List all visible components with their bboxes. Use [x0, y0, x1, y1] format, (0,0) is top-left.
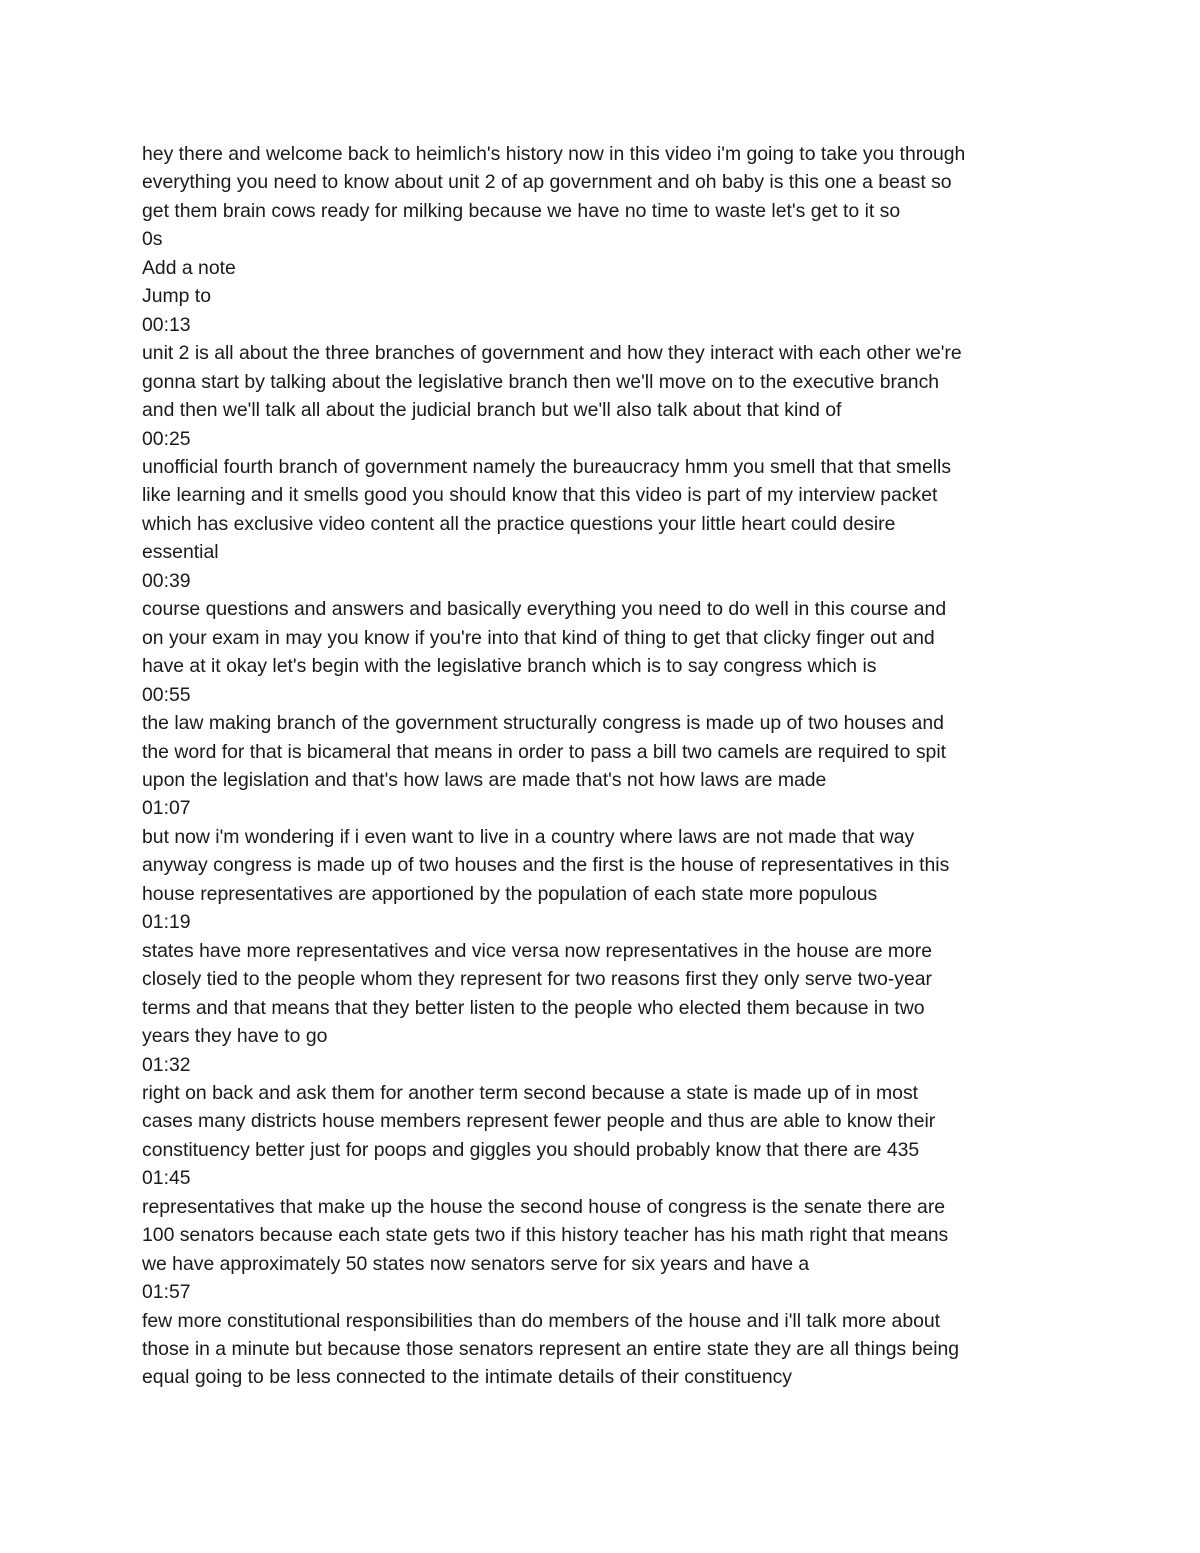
timestamp-link[interactable]: 0s [142, 228, 163, 251]
transcript-line: unofficial fourth branch of government namely the bureaucracy hmm you smell that that smells [142, 455, 952, 478]
transcript-line: 100 senators because each state gets two if this history teacher has his math right that means [142, 1224, 949, 1247]
transcript-line: constituency better just for poops and giggles you should probably know that there are 435 [142, 1138, 920, 1161]
transcript-line: have at it okay let's begin with the legislative branch which is to say congress which is [142, 655, 877, 678]
transcript-line: cases many districts house members represent fewer people and thus are able to know their [142, 1110, 936, 1133]
timestamp-link[interactable]: 01:45 [142, 1167, 191, 1190]
transcript-line: right on back and ask them for another term second because a state is made up of in most [142, 1081, 919, 1104]
timestamp-link[interactable]: 00:13 [142, 313, 191, 336]
transcript-line: terms and that means that they better listen to the people who elected them because in two [142, 996, 925, 1019]
transcript-line: states have more representatives and vice versa now representatives in the house are more [142, 939, 933, 962]
transcript-line: equal going to be less connected to the intimate details of their constituency [142, 1366, 792, 1389]
timestamp-link[interactable]: 00:55 [142, 683, 191, 706]
transcript-line: essential [142, 541, 219, 564]
transcript-line: closely tied to the people whom they represent for two reasons first they only serve two-year [142, 968, 933, 991]
timestamp-link[interactable]: 01:07 [142, 797, 191, 820]
transcript-line: the word for that is bicameral that means in order to pass a bill two camels are required to spit [142, 740, 947, 763]
transcript-line: which has exclusive video content all the practice questions your little heart could desire [142, 512, 896, 535]
transcript-line: anyway congress is made up of two houses and the first is the house of representatives in this [142, 854, 950, 877]
transcript-page [142, 140, 1072, 1392]
transcript-line: few more constitutional responsibilities than do members of the house and i'll talk more about [142, 1309, 941, 1332]
transcript-line: unit 2 is all about the three branches of government and how they interact with each other we're [142, 342, 962, 365]
transcript-line: hey there and welcome back to heimlich's history now in this video i'm going to take you through [142, 143, 966, 165]
transcript-line: gonna start by talking about the legislative branch then we'll move on to the executive branch [142, 370, 940, 393]
transcript-line: like learning and it smells good you should know that this video is part of my interview packet [142, 484, 938, 507]
transcript-line: those in a minute but because those senators represent an entire state they are all things being [142, 1338, 960, 1361]
timestamp-link[interactable]: 01:32 [142, 1053, 191, 1076]
timestamp-link[interactable]: 01:57 [142, 1281, 191, 1304]
transcript-line: on your exam in may you know if you're into that kind of thing to get that clicky finger out and [142, 626, 935, 649]
transcript-line: house representatives are apportioned by the population of each state more populous [142, 882, 878, 905]
transcript-line: we have approximately 50 states now senators serve for six years and have a [142, 1252, 810, 1275]
transcript-line: upon the legislation and that's how laws are made that's not how laws are made [142, 768, 827, 791]
transcript-line: years they have to go [142, 1025, 328, 1048]
add-note-link[interactable]: Add a note [142, 256, 236, 279]
transcript-line: and then we'll talk all about the judicial branch but we'll also talk about that kind of [142, 399, 842, 422]
transcript-line: representatives that make up the house the second house of congress is the senate there are [142, 1195, 946, 1218]
transcript-line: the law making branch of the government structurally congress is made up of two houses and [142, 712, 944, 735]
transcript-line: but now i'm wondering if i even want to live in a country where laws are not made that way [142, 825, 915, 848]
transcript-line: everything you need to know about unit 2 of ap government and oh baby is this one a beast so [142, 171, 952, 194]
transcript-line: course questions and answers and basically everything you need to do well in this course and [142, 598, 947, 621]
jump-to-link[interactable]: Jump to [142, 285, 211, 308]
timestamp-link[interactable]: 01:19 [142, 911, 191, 934]
transcript-line: get them brain cows ready for milking because we have no time to waste let's get to it so [142, 199, 901, 222]
timestamp-link[interactable]: 00:25 [142, 427, 191, 450]
timestamp-link[interactable]: 00:39 [142, 569, 191, 592]
